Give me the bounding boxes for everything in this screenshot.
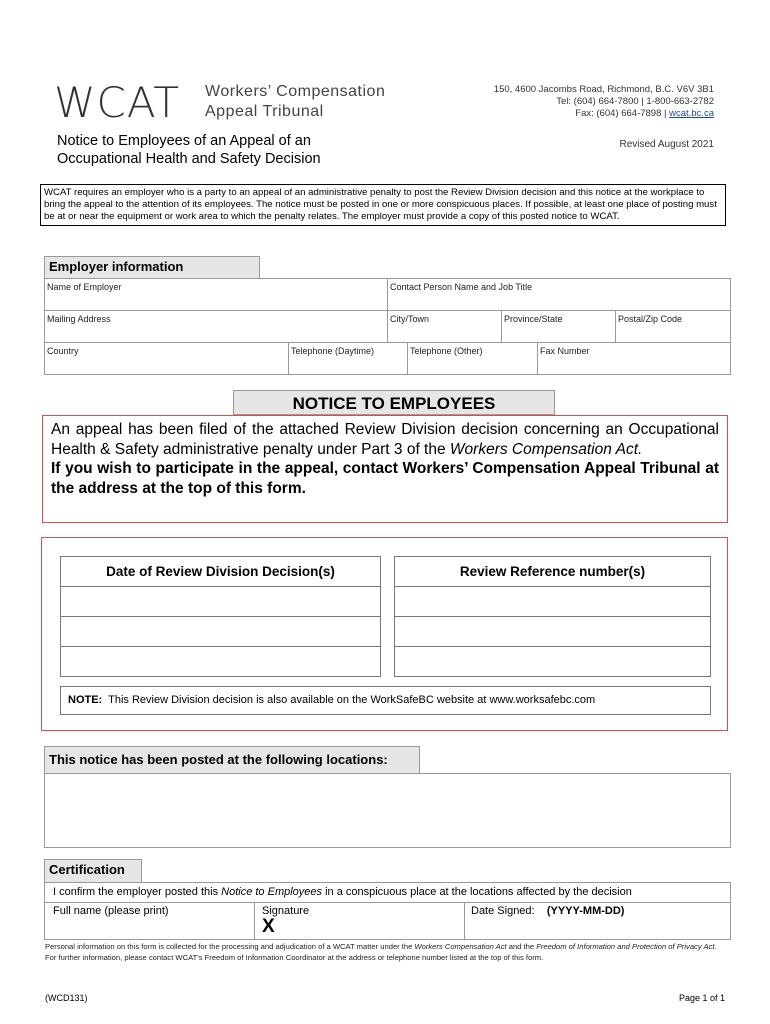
privacy-act-1: Workers Compensation Act — [414, 942, 507, 951]
review-date-header: Date of Review Division Decision(s) — [61, 557, 381, 587]
review-date-cell[interactable] — [61, 617, 381, 647]
telephone-line: Tel: (604) 664-7800 | 1-800-663-2782 — [556, 96, 714, 107]
privacy-text-2: and the — [506, 942, 537, 951]
date-format-hint: (YYYY-MM-DD) — [546, 905, 625, 917]
participate-instruction: If you wish to participate in the appeal, contact Workers’ Compensation Appeal Tribunal at the address at the top of this form. — [51, 460, 719, 497]
notice-heading: NOTICE TO EMPLOYEES — [233, 390, 555, 415]
confirm-prefix: I confirm the employer posted this — [53, 886, 222, 898]
privacy-notice — [45, 941, 727, 963]
fax-text: Fax: (604) 664-7898 | — [575, 108, 670, 119]
notice-paragraph — [51, 420, 719, 459]
country-label: Country — [47, 346, 79, 356]
signature-x-mark: X — [262, 916, 275, 937]
employer-info-heading: Employer information — [44, 256, 260, 279]
full-name-label: Full name (please print) — [53, 905, 169, 917]
date-signed-field[interactable] — [464, 902, 731, 940]
review-reference-cell[interactable] — [395, 587, 711, 617]
intro-instructions: WCAT requires an employer who is a party to an appeal of an administrative penalty to post the Review Division decision and this notice at the workplace to bring the appeal to the attention of its employees. The notice must be posted in one or more conspicuous places. If possible, at least one place of posting must be at or near the equipment or work area to which the penalty relates. The employer must provide a copy of this posted notice to WCAT. — [40, 184, 726, 226]
country-field[interactable] — [44, 342, 289, 375]
signature-label: Signature — [262, 905, 310, 917]
page-number: Page 1 of 1 — [678, 993, 725, 1003]
telephone-other-field[interactable] — [407, 342, 538, 375]
city-label: City/Town — [390, 314, 430, 324]
review-reference-header: Review Reference number(s) — [395, 557, 711, 587]
certification-heading: Certification — [44, 859, 142, 883]
review-date-table — [60, 556, 381, 677]
postal-code-label: Postal/Zip Code — [618, 314, 683, 324]
telephone-daytime-field[interactable] — [288, 342, 408, 375]
act-name: Workers Compensation Act. — [449, 440, 643, 458]
posted-locations-heading: This notice has been posted at the following locations: — [44, 746, 420, 774]
telephone-other-label: Telephone (Other) — [410, 346, 483, 356]
review-reference-cell[interactable] — [395, 617, 711, 647]
contact-person-label: Contact Person Name and Job Title — [390, 282, 533, 292]
confirm-italic: Notice to Employees — [221, 886, 323, 898]
org-name-line1: Workers’ Compensation — [205, 83, 386, 100]
org-name-line2: Appeal Tribunal — [205, 103, 324, 120]
note-label: NOTE: — [68, 694, 103, 706]
privacy-text-1: Personal information on this form is collected for the processing and adjudication of a WCAT matter under the — [45, 942, 415, 951]
review-date-cell[interactable] — [61, 647, 381, 677]
fax-number-field[interactable] — [537, 342, 731, 375]
date-signed-label: Date Signed: — [471, 905, 535, 917]
fax-number-label: Fax Number — [540, 346, 590, 356]
review-reference-cell[interactable] — [395, 647, 711, 677]
contact-address — [494, 84, 714, 120]
notice-text: An appeal has been filed of the attached Review Division decision concerning an Occupational Health & Safety administrative penalty under Part 3 of the — [51, 421, 719, 458]
postal-code-field[interactable] — [615, 310, 731, 343]
fax-line — [494, 108, 714, 120]
full-name-field[interactable] — [44, 902, 255, 940]
worksafebc-note — [60, 686, 711, 715]
title-line2: Occupational Health and Safety Decision — [57, 151, 321, 167]
employer-name-field[interactable] — [44, 278, 388, 311]
note-text: This Review Division decision is also available on the WorkSafeBC website at www.worksafebc.com — [108, 694, 596, 706]
certification-statement — [44, 882, 731, 903]
mailing-address-label: Mailing Address — [47, 314, 111, 324]
posted-locations-field[interactable] — [44, 773, 731, 848]
review-reference-table — [394, 556, 711, 677]
org-name — [205, 82, 385, 122]
wcat-logo: WCAT — [54, 78, 180, 127]
privacy-act-2: Freedom of Information and Protection of Privacy Act — [536, 942, 715, 951]
title-line1: Notice to Employees of an Appeal of an — [57, 133, 311, 149]
notice-text-box — [42, 415, 728, 523]
city-field[interactable] — [387, 310, 502, 343]
telephone-daytime-label: Telephone (Daytime) — [291, 346, 375, 356]
province-field[interactable] — [501, 310, 616, 343]
website-link[interactable]: wcat.bc.ca — [669, 108, 714, 119]
confirm-suffix: in a conspicuous place at the locations affected by the decision — [322, 886, 632, 898]
privacy-text-3: . For further information, please contact WCAT’s Freedom of Information Coordinator at the address or telephone number listed at the top of this form. — [45, 942, 717, 962]
form-code: (WCD131) — [45, 993, 88, 1003]
employer-name-label: Name of Employer — [47, 282, 122, 292]
revised-date: Revised August 2021 — [619, 139, 714, 150]
signature-field[interactable] — [254, 902, 465, 940]
address-line: 150, 4600 Jacombs Road, Richmond, B.C. V6V 3B1 — [493, 84, 714, 95]
mailing-address-field[interactable] — [44, 310, 388, 343]
document-title — [57, 132, 321, 168]
review-date-cell[interactable] — [61, 587, 381, 617]
contact-person-field[interactable] — [387, 278, 731, 311]
province-label: Province/State — [504, 314, 563, 324]
